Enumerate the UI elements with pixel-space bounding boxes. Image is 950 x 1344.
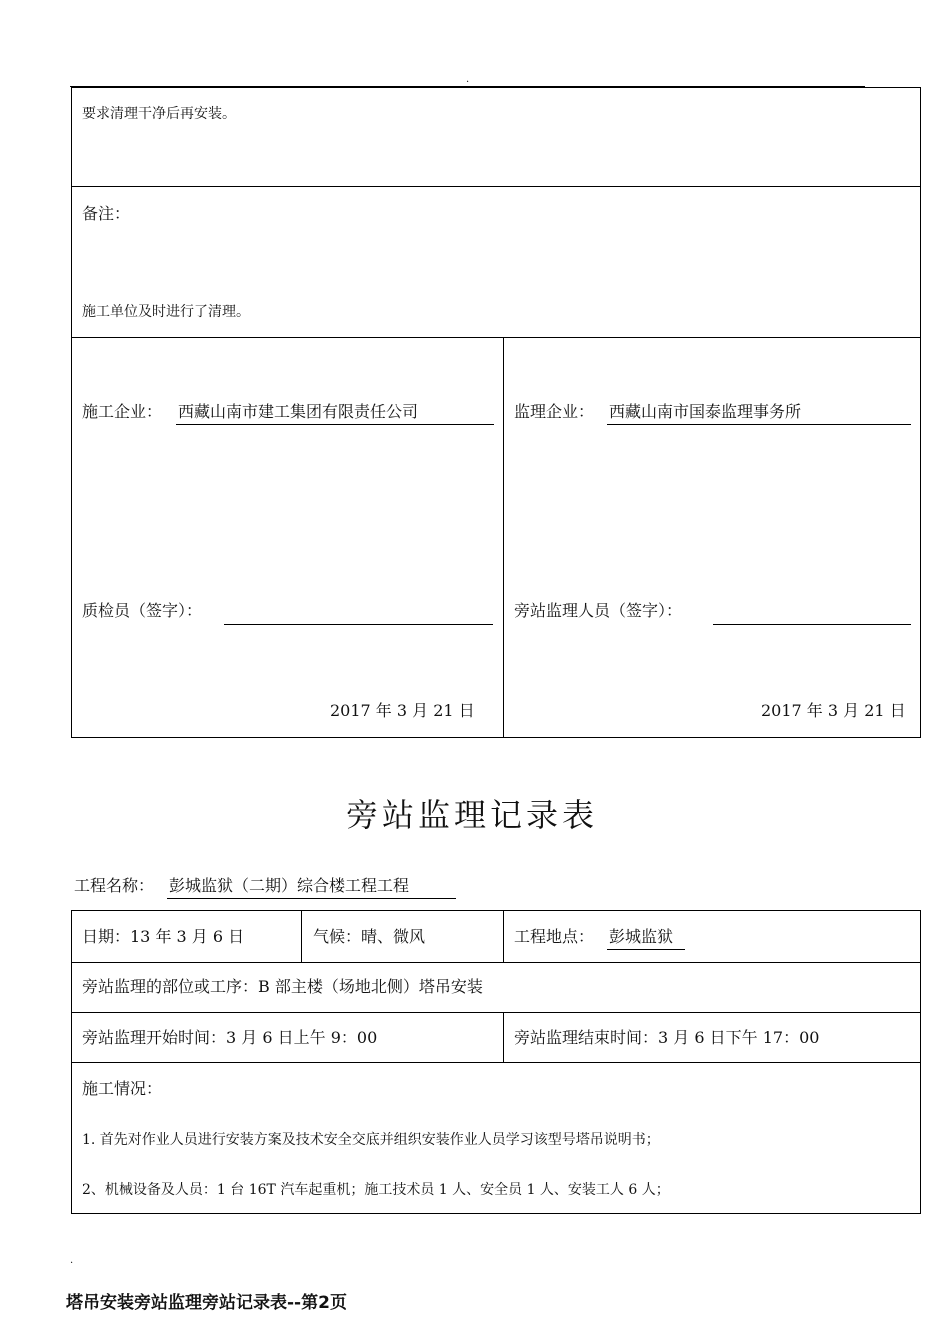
column-divider: [503, 337, 504, 738]
date-left: 2017 年 3 月 21 日: [330, 701, 475, 720]
construction-item-2: 2、机械设备及人员：1 台 16T 汽车起重机；施工技术员 1 人、安全员 1 人、安装工人 6 人；: [82, 1182, 670, 1198]
project-name-label: 工程名称：: [74, 876, 155, 895]
remarks-label: 备注：: [82, 204, 131, 223]
row-divider: [71, 1062, 921, 1063]
row-divider: [71, 186, 921, 187]
construction-company: 西藏山南市建工集团有限责任公司: [178, 402, 419, 421]
supervisor-signature-label: 旁站监理人员（签字）：: [514, 601, 683, 620]
row-divider: [71, 1012, 921, 1013]
project-name-underline: [167, 898, 456, 899]
end-time: 旁站监理结束时间：3 月 6 日下午 17：00: [514, 1028, 820, 1047]
location-value: 彭城监狱: [609, 927, 674, 946]
supervision-company-label: 监理企业：: [514, 402, 595, 421]
supervision-company: 西藏山南市国泰监理事务所: [609, 402, 802, 421]
column-divider: [503, 910, 504, 962]
supervisor-signature-line[interactable]: [713, 624, 911, 625]
supervision-part: 旁站监理的部位或工序：B 部主楼（场地北侧）塔吊安装: [82, 977, 483, 996]
construction-company-underline: [176, 424, 494, 425]
column-divider: [301, 910, 302, 962]
location-label: 工程地点：: [514, 927, 595, 946]
column-divider: [503, 1012, 504, 1062]
start-time: 旁站监理开始时间：3 月 6 日上午 9：00: [82, 1028, 378, 1047]
inspector-signature-label: 质检员（签字）：: [82, 601, 203, 620]
date-field: 日期：13 年 3 月 6 日: [82, 927, 245, 946]
remarks-text: 施工单位及时进行了清理。: [82, 304, 250, 320]
weather-field: 气候：晴、微风: [313, 927, 426, 946]
construction-item-1: 1. 首先对作业人员进行安装方案及技术安全交底并组织安装作业人员学习该型号塔吊说明书；: [82, 1132, 660, 1148]
construction-label: 施工情况：: [82, 1079, 163, 1098]
header-dot: .: [466, 74, 470, 85]
row-divider: [71, 337, 921, 338]
row-divider: [71, 962, 921, 963]
page-footer: 塔吊安装旁站监理旁站记录表--第2页: [66, 1293, 347, 1313]
form-title: 旁站监理记录表: [346, 796, 599, 834]
date-right: 2017 年 3 月 21 日: [761, 701, 906, 720]
requirement-text: 要求清理干净后再安装。: [82, 106, 236, 122]
footer-dot: .: [70, 1255, 74, 1266]
location-underline: [607, 949, 685, 950]
project-name: 彭城监狱（二期）综合楼工程工程: [169, 876, 410, 895]
inspector-signature-line[interactable]: [224, 624, 493, 625]
supervision-company-underline: [607, 424, 911, 425]
construction-company-label: 施工企业：: [82, 402, 163, 421]
